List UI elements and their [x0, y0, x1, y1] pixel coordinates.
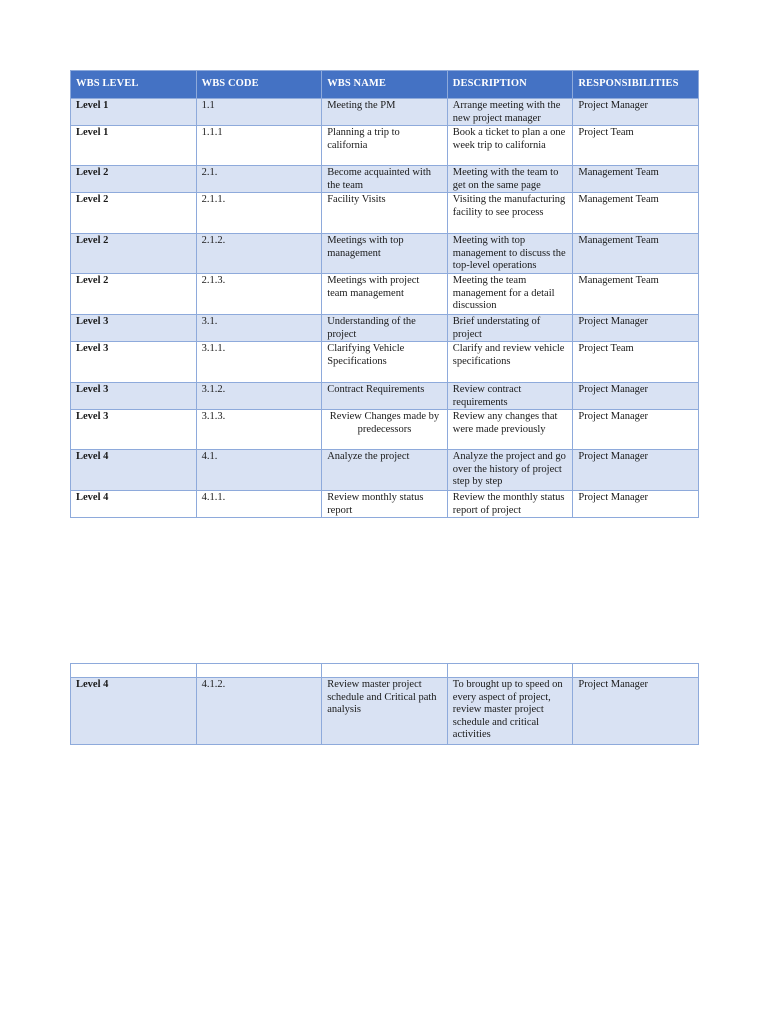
cell-name: Meeting the PM: [322, 99, 448, 126]
table-row: [71, 274, 699, 315]
table-row: [71, 342, 699, 383]
cell-description: To brought up to speed on every aspect of project, review master project schedule and critical activities: [447, 678, 573, 745]
cell-name: Meetings with project team management: [322, 274, 448, 315]
cell-code: 2.1.1.: [196, 193, 322, 234]
cell-responsibility: Project Manager: [573, 678, 699, 745]
cell-name: Contract Requirements: [322, 383, 448, 410]
cell-responsibility: Management Team: [573, 166, 699, 193]
cell-description: Meeting with top management to discuss the top-level operations: [447, 234, 573, 274]
cell-responsibility: Project Manager: [573, 491, 699, 518]
cell-code: 3.1.: [196, 315, 322, 342]
cell-name: Understanding of the project: [322, 315, 448, 342]
cell-code: 1.1: [196, 99, 322, 126]
cell-description: Review the monthly status report of project: [447, 491, 573, 518]
cell-name: Meetings with top management: [322, 234, 448, 274]
cell-description: Clarify and review vehicle specifications: [447, 342, 573, 383]
cell-description: Meeting the team management for a detail discussion: [447, 274, 573, 315]
blank-cell: [447, 664, 573, 678]
table-header-row: [71, 71, 699, 99]
wbs-table: [70, 70, 699, 518]
cell-level: Level 1: [71, 126, 197, 166]
header-responsibilities: RESPONSIBILITIES: [573, 71, 699, 99]
cell-level: Level 3: [71, 410, 197, 450]
cell-description: Book a ticket to plan a one week trip to california: [447, 126, 573, 166]
table-row: [71, 166, 699, 193]
table-row: [71, 193, 699, 234]
table-row: [71, 678, 699, 745]
cell-code: 3.1.3.: [196, 410, 322, 450]
blank-header-row: [71, 664, 699, 678]
cell-code: 3.1.2.: [196, 383, 322, 410]
cell-name: Clarifying Vehicle Specifications: [322, 342, 448, 383]
cell-description: Analyze the project and go over the history of project step by step: [447, 450, 573, 491]
cell-code: 4.1.2.: [196, 678, 322, 745]
table-row: [71, 99, 699, 126]
table-row: [71, 234, 699, 274]
cell-name: Become acquainted with the team: [322, 166, 448, 193]
cell-responsibility: Project Team: [573, 126, 699, 166]
header-wbs-level: WBS LEVEL: [71, 71, 197, 99]
blank-cell: [322, 664, 448, 678]
cell-name: Review monthly status report: [322, 491, 448, 518]
cell-name: Review master project schedule and Critical path analysis: [322, 678, 448, 745]
cell-description: Brief understating of project: [447, 315, 573, 342]
cell-responsibility: Management Team: [573, 274, 699, 315]
cell-description: Meeting with the team to get on the same page: [447, 166, 573, 193]
cell-level: Level 1: [71, 99, 197, 126]
header-wbs-code: WBS CODE: [196, 71, 322, 99]
cell-name: Review Changes made by predecessors: [322, 410, 448, 450]
cell-code: 4.1.1.: [196, 491, 322, 518]
cell-code: 2.1.: [196, 166, 322, 193]
cell-responsibility: Management Team: [573, 193, 699, 234]
cell-name: Planning a trip to california: [322, 126, 448, 166]
cell-name: Facility Visits: [322, 193, 448, 234]
table-row: [71, 410, 699, 450]
table-row: [71, 450, 699, 491]
cell-name: Analyze the project: [322, 450, 448, 491]
table-row: [71, 383, 699, 410]
cell-responsibility: Project Manager: [573, 99, 699, 126]
cell-responsibility: Project Manager: [573, 383, 699, 410]
table-row: [71, 315, 699, 342]
cell-responsibility: Management Team: [573, 234, 699, 274]
cell-code: 2.1.2.: [196, 234, 322, 274]
cell-code: 1.1.1: [196, 126, 322, 166]
cell-level: Level 4: [71, 450, 197, 491]
cell-responsibility: Project Team: [573, 342, 699, 383]
cell-responsibility: Project Manager: [573, 410, 699, 450]
cell-level: Level 4: [71, 491, 197, 518]
wbs-table-continued: [70, 663, 699, 745]
cell-code: 3.1.1.: [196, 342, 322, 383]
cell-level: Level 4: [71, 678, 197, 745]
cell-description: Arrange meeting with the new project manager: [447, 99, 573, 126]
cell-code: 4.1.: [196, 450, 322, 491]
cell-description: Review contract requirements: [447, 383, 573, 410]
table-row: [71, 126, 699, 166]
cell-description: Visiting the manufacturing facility to see process: [447, 193, 573, 234]
table-row: [71, 491, 699, 518]
cell-level: Level 2: [71, 166, 197, 193]
cell-level: Level 2: [71, 193, 197, 234]
cell-level: Level 3: [71, 315, 197, 342]
cell-level: Level 3: [71, 342, 197, 383]
header-wbs-name: WBS NAME: [322, 71, 448, 99]
header-description: DESCRIPTION: [447, 71, 573, 99]
cell-level: Level 2: [71, 234, 197, 274]
cell-responsibility: Project Manager: [573, 315, 699, 342]
blank-cell: [573, 664, 699, 678]
cell-code: 2.1.3.: [196, 274, 322, 315]
cell-responsibility: Project Manager: [573, 450, 699, 491]
cell-description: Review any changes that were made previously: [447, 410, 573, 450]
blank-cell: [71, 664, 197, 678]
cell-level: Level 2: [71, 274, 197, 315]
cell-level: Level 3: [71, 383, 197, 410]
blank-cell: [196, 664, 322, 678]
